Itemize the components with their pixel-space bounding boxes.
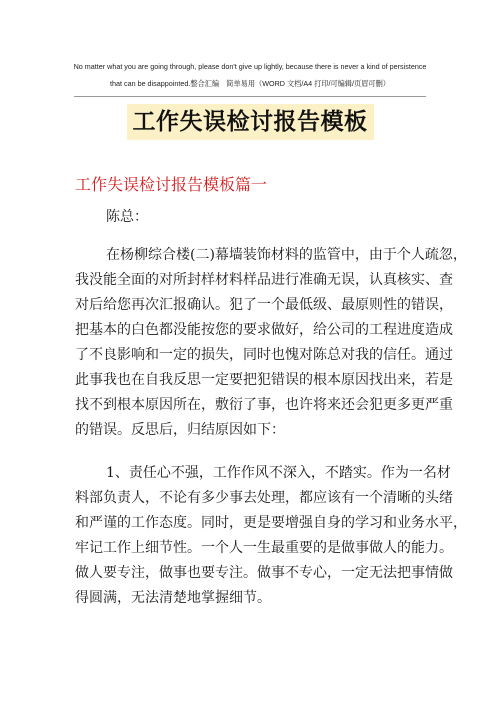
paragraph-line: 找不到根本原因所在，敷衍了事，也许将来还会犯更多更严重 bbox=[75, 397, 453, 413]
body-paragraph-2 bbox=[75, 461, 467, 611]
paragraph-line: 1、责任心不强，工作作风不深入，不踏实。作为一名材 bbox=[106, 465, 451, 481]
paragraph-line: 料部负责人，不论有多少事去处理，都应该有一个清晰的头绪 bbox=[75, 490, 453, 506]
header-line-2: that can be disappointed.整合汇编 简单易用（WORD 文档/A4 打印/可编辑/页眉可删） bbox=[110, 79, 390, 88]
paragraph-line: 我没能全面的对所封样材料样品进行准确无误，认真核实、查 bbox=[75, 272, 453, 288]
header-divider bbox=[74, 96, 426, 97]
document-title-text: 工作失误检讨报告模板 bbox=[127, 104, 374, 140]
paragraph-line: 把基本的白色都没能按您的要求做好，给公司的工程进度造成 bbox=[75, 322, 453, 338]
paragraph-line: 在杨柳综合楼(二)幕墙装饰材料的监管中，由于个人疏忽， bbox=[106, 247, 467, 263]
paragraph-line: 牢记工作上细节性。一个人一生最重要的是做事做人的能力。 bbox=[75, 540, 453, 556]
document-title bbox=[0, 104, 500, 140]
paragraph-line: 得圆满，无法清楚地掌握细节。 bbox=[75, 590, 271, 606]
paragraph-line: 的错误。反思后，归结原因如下： bbox=[75, 422, 285, 438]
paragraph-line: 对后给您再次汇报确认。犯了一个最低级、最原则性的错误， bbox=[75, 297, 453, 313]
section-title: 工作失误检讨报告模板篇一 bbox=[75, 175, 268, 194]
paragraph-line: 此事我也在自我反思一定要把犯错误的根本原因找出来，若是 bbox=[75, 372, 453, 388]
salutation: 陈总： bbox=[106, 209, 148, 225]
paragraph-line: 做人要专注，做事也要专注。做事不专心，一定无法把事情做 bbox=[75, 565, 453, 581]
header-line-1: No matter what you are going through, please don't give up lightly, because there is never a kind of persistence bbox=[73, 62, 427, 71]
page-header bbox=[60, 58, 440, 92]
paragraph-line: 和严谨的工作态度。同时，更是要增强自身的学习和业务水平， bbox=[75, 515, 467, 531]
paragraph-line: 了不良影响和一定的损失，同时也愧对陈总对我的信任。通过 bbox=[75, 347, 453, 363]
body-paragraph-1 bbox=[75, 243, 467, 443]
